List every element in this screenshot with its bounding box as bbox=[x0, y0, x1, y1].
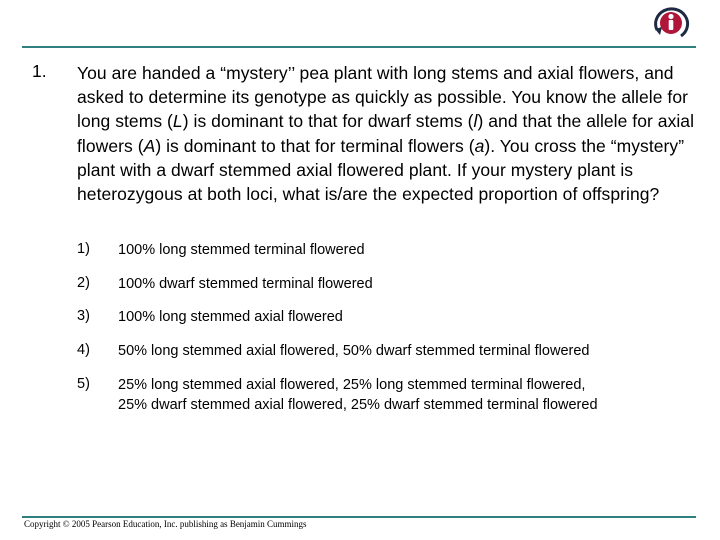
question-text bbox=[77, 61, 697, 206]
option-3-text: 100% long stemmed axial flowered bbox=[118, 309, 343, 325]
top-divider bbox=[22, 46, 696, 48]
allele-A: A bbox=[143, 135, 156, 156]
option-5-number: 5) bbox=[77, 376, 90, 392]
option-1-number: 1) bbox=[77, 241, 90, 257]
copyright-footer: Copyright © 2005 Pearson Education, Inc. publishing as Benjamin Cummings bbox=[24, 519, 307, 529]
info-i-icon bbox=[651, 5, 691, 41]
option-5-text-line-1: 25% long stemmed axial flowered, 25% long stemmed terminal flowered, bbox=[118, 377, 586, 393]
option-2-number: 2) bbox=[77, 275, 90, 291]
option-3-number: 3) bbox=[77, 308, 90, 324]
option-1-text: 100% long stemmed terminal flowered bbox=[118, 242, 365, 258]
question-text-part: ). You cross the “mystery” plant with a dwarf stemmed axial flowered plant. If your mystery plant is heterozygous at both loci, what is/are the expected proportion of offspring? bbox=[77, 135, 685, 205]
allele-a: a bbox=[474, 135, 485, 156]
question-text-part: ) is dominant to that for dwarf stems ( bbox=[182, 111, 474, 132]
question-text-part: ) is dominant to that for terminal flowers ( bbox=[155, 135, 475, 156]
question-text-part: You are handed a “mystery’’ pea plant with long stems and axial flowers, and asked to determine its genotype as quickly as possible. You know the allele for long stems ( bbox=[77, 63, 688, 132]
option-4-number: 4) bbox=[77, 342, 90, 358]
question-text-part: ) and that the allele for axial flowers ( bbox=[77, 111, 695, 156]
bottom-divider bbox=[22, 516, 696, 518]
allele-l: l bbox=[473, 111, 478, 132]
option-4-text: 50% long stemmed axial flowered, 50% dwarf stemmed terminal flowered bbox=[118, 343, 590, 359]
allele-L: L bbox=[172, 111, 183, 132]
question-number: 1. bbox=[32, 61, 47, 81]
option-5-text-line-2: 25% dwarf stemmed axial flowered, 25% dwarf stemmed terminal flowered bbox=[118, 397, 598, 413]
option-2-text: 100% dwarf stemmed terminal flowered bbox=[118, 276, 373, 292]
